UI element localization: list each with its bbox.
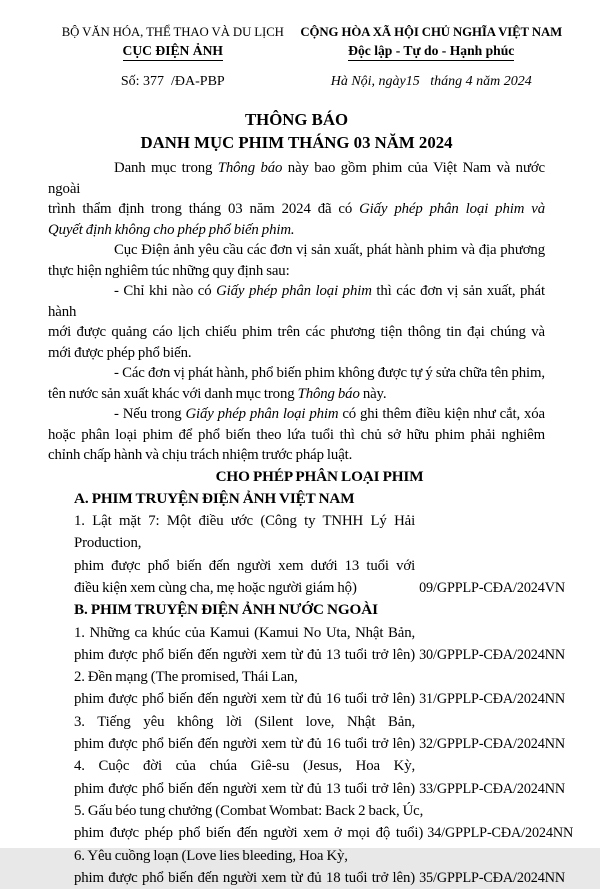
film-license-code: 32/GPPLP-CĐA/2024NN: [415, 733, 565, 755]
title-line-1: THÔNG BÁO: [48, 109, 545, 132]
text-run: có ghi thêm điều kiện như cắt, xóa: [338, 406, 545, 422]
film-classification-section: [74, 466, 565, 889]
country-name: CỘNG HÒA XÃ HỘI CHỦ NGHĨA VIỆT NAM: [298, 24, 565, 40]
body-line: [48, 199, 545, 220]
ministry-name: BỘ VĂN HÓA, THỂ THAO VÀ DU LỊCH: [48, 24, 298, 40]
film-description-line: phim được phổ biến đến người xem từ đủ 13 tuổi trở lên): [74, 778, 415, 800]
text-run: Cục Điện ảnh yêu cầu các đơn vị sản xuất, phát hành phim và địa phương: [114, 242, 545, 258]
text-run: thì các đơn vị sản xuất, phát hành: [48, 283, 545, 320]
italic-text-run: Giấy phép phân loại phim và: [359, 201, 545, 217]
film-license-code: 09/GPPLP-CĐA/2024VN: [415, 577, 565, 599]
body-line: [48, 158, 545, 199]
film-item: [74, 755, 565, 800]
section-b-film-list: [74, 622, 565, 889]
body-line: [48, 425, 545, 446]
film-license-code: 35/GPPLP-CĐA/2024NN: [415, 867, 565, 889]
film-item: [74, 711, 565, 756]
film-description: [74, 711, 415, 756]
film-description: [74, 800, 423, 845]
film-description: [74, 666, 415, 711]
film-description-line: 2. Đền mạng (The promised, Thái Lan,: [74, 666, 415, 688]
document-header: [48, 24, 565, 91]
national-motto: Độc lập - Tự do - Hạnh phúc: [298, 42, 565, 60]
issuing-agency-block: [48, 24, 298, 91]
film-description-line: điều kiện xem cùng cha, mẹ hoặc người giám hộ): [74, 577, 415, 599]
department-name: CỤC ĐIỆN ẢNH: [48, 42, 298, 60]
text-run: chỉnh chấp hành và chịu trách nhiệm trước pháp luật.: [48, 447, 352, 463]
body-line: [48, 363, 545, 384]
film-description-line: phim được phổ biến đến người xem từ đủ 13 tuổi trở lên): [74, 644, 415, 666]
film-license-code: 33/GPPLP-CĐA/2024NN: [415, 778, 565, 800]
italic-text-run: Giấy phép phân loại phim: [216, 283, 372, 299]
film-item: [74, 622, 565, 667]
film-description-line: 1. Những ca khúc của Kamui (Kamui No Uta, Nhật Bản,: [74, 622, 415, 644]
film-description-line: phim được phổ biến đến người xem từ đủ 18 tuổi trở lên): [74, 867, 415, 889]
text-run: hoặc phân loại phim để phổ biến theo lứa tuổi thì chủ sở hữu phim phải nghiêm: [48, 427, 545, 443]
italic-text-run: Quyết định không cho phép phổ biến phim.: [48, 222, 294, 238]
italic-text-run: Thông báo: [298, 386, 360, 402]
text-run: mới được phép phổ biến.: [48, 345, 191, 361]
body-line: [48, 240, 545, 261]
film-description: [74, 622, 415, 667]
text-run: mới được quảng cáo lịch chiếu phim trên các phương tiện thông tin đại chúng và: [48, 324, 545, 340]
film-description-line: phim được phép phổ biến đến người xem ở mọi độ tuổi): [74, 822, 423, 844]
body-line: [48, 404, 545, 425]
film-description-line: 5. Gấu béo tung chưởng (Combat Wombat: Back 2 back, Úc,: [74, 800, 423, 822]
body-line: [48, 220, 545, 241]
text-run: Danh mục trong: [114, 160, 218, 176]
text-run: này bao gồm phim của Việt Nam và nước ngoài: [48, 160, 545, 197]
film-description-line: phim được phổ biến đến người xem dưới 13 tuổi với: [74, 555, 415, 577]
film-item: [74, 800, 565, 845]
film-item: [74, 510, 565, 599]
national-motto-block: [298, 24, 565, 91]
italic-text-run: Thông báo: [218, 160, 283, 176]
film-description-line: 1. Lật mặt 7: Một điều ước (Công ty TNHH Lý Hải: [74, 510, 415, 532]
film-description: [74, 845, 415, 889]
film-description-line: 6. Yêu cuồng loạn (Love lies bleeding, Hoa Kỳ,: [74, 845, 415, 867]
film-item: [74, 666, 565, 711]
title-line-2: DANH MỤC PHIM THÁNG 03 NĂM 2024: [48, 132, 545, 155]
body-line: [48, 281, 545, 322]
body-line: [48, 384, 545, 405]
text-run: - Nếu trong: [114, 406, 185, 422]
text-run: thực hiện nghiêm túc những quy định sau:: [48, 263, 290, 279]
body-paragraphs: [48, 158, 545, 466]
body-line: [48, 343, 545, 364]
permit-section-heading: CHO PHÉP PHÂN LOẠI PHIM: [74, 466, 565, 488]
film-description: [74, 755, 415, 800]
body-line: [48, 445, 545, 466]
film-description-line: Production,: [74, 532, 415, 554]
film-license-code: 31/GPPLP-CĐA/2024NN: [415, 688, 565, 710]
film-license-code: 34/GPPLP-CĐA/2024NN: [423, 822, 573, 844]
text-run: - Các đơn vị phát hành, phổ biến phim không được tự ý sửa chữa tên phim,: [114, 365, 545, 381]
text-run: trình thẩm định trong tháng 03 năm 2024 đã có: [48, 201, 359, 217]
document-number: Số: 377 /ĐA-PBP: [48, 73, 298, 91]
place-and-date: Hà Nội, ngày15 tháng 4 năm 2024: [298, 73, 565, 91]
film-description-line: 3. Tiếng yêu không lời (Silent love, Nhật Bản,: [74, 711, 415, 733]
section-b-heading: B. PHIM TRUYỆN ĐIỆN ẢNH NƯỚC NGOÀI: [74, 599, 565, 621]
film-license-code: 30/GPPLP-CĐA/2024NN: [415, 644, 565, 666]
body-line: [48, 261, 545, 282]
film-description-line: phim được phổ biến đến người xem từ đủ 16 tuổi trở lên): [74, 688, 415, 710]
body-line: [48, 322, 545, 343]
film-description-line: 4. Cuộc đời của chúa Giê-su (Jesus, Hoa Kỳ,: [74, 755, 415, 777]
text-run: này.: [360, 386, 387, 402]
text-run: tên nước sản xuất khác với danh mục trong: [48, 386, 298, 402]
document-title: [48, 109, 545, 154]
section-a-film-list: [74, 510, 565, 599]
section-a-heading: A. PHIM TRUYỆN ĐIỆN ẢNH VIỆT NAM: [74, 488, 565, 510]
italic-text-run: Giấy phép phân loại phim: [185, 406, 338, 422]
film-item: [74, 845, 565, 889]
film-description: [74, 510, 415, 599]
text-run: - Chỉ khi nào có: [114, 283, 216, 299]
film-description-line: phim được phổ biến đến người xem từ đủ 16 tuổi trở lên): [74, 733, 415, 755]
